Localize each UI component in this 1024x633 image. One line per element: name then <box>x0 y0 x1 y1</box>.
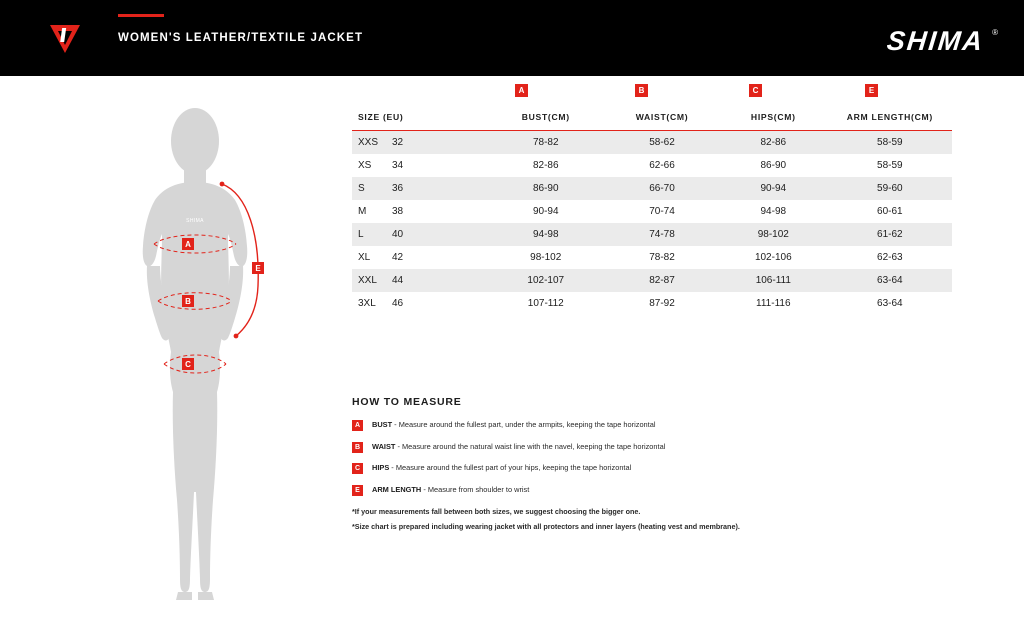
cell-bust: 78-82 <box>486 131 605 155</box>
table-body <box>352 131 952 316</box>
size-label: XXS <box>358 137 379 148</box>
table-row <box>352 200 952 223</box>
marker-hips: C <box>749 84 762 97</box>
cell-hips: 90-94 <box>719 177 828 200</box>
cell-hips: 98-102 <box>719 223 828 246</box>
table-row <box>352 223 952 246</box>
table-header-row <box>352 106 952 131</box>
size-eu: 46 <box>392 298 404 309</box>
how-to-measure-item-waist <box>352 442 952 453</box>
table-row <box>352 131 952 155</box>
cell-arm: 62-63 <box>828 246 952 269</box>
size-eu: 42 <box>392 252 404 263</box>
marker-waist: B <box>635 84 648 97</box>
table-row <box>352 177 952 200</box>
cell-waist: 62-66 <box>605 154 719 177</box>
cell-hips: 82-86 <box>719 131 828 155</box>
size-eu: 36 <box>392 183 404 194</box>
cell-size <box>352 246 486 269</box>
cell-size <box>352 292 486 315</box>
brand-logo <box>778 26 998 58</box>
cell-size <box>352 154 486 177</box>
size-label: S <box>358 183 365 194</box>
marker-bust: A <box>515 84 528 97</box>
size-label: XS <box>358 160 372 171</box>
marker-arm-length: E <box>865 84 878 97</box>
cell-waist: 74-78 <box>605 223 719 246</box>
how-to-measure-item-arm-length <box>352 485 952 496</box>
size-label: XL <box>358 252 371 263</box>
how-to-measure-item-bust <box>352 420 952 431</box>
cell-bust: 90-94 <box>486 200 605 223</box>
svg-text:C: C <box>185 360 191 369</box>
badge-a: A <box>352 420 363 431</box>
column-header-arm-length: ARM LENGTH(CM) <box>828 106 952 131</box>
size-eu: 34 <box>392 160 404 171</box>
cell-size <box>352 131 486 155</box>
cell-size <box>352 269 486 292</box>
size-eu: 40 <box>392 229 404 240</box>
cell-waist: 87-92 <box>605 292 719 315</box>
column-header-hips: HIPS(CM) <box>719 106 828 131</box>
cell-hips: 106-111 <box>719 269 828 292</box>
desc-waist: - Measure around the natural waist line with the navel, keeping the tape horizontal <box>395 441 666 451</box>
size-label: 3XL <box>358 298 376 309</box>
svg-text:E: E <box>255 264 261 273</box>
cell-size <box>352 200 486 223</box>
table-row <box>352 269 952 292</box>
cell-bust: 82-86 <box>486 154 605 177</box>
cell-size <box>352 223 486 246</box>
brand-registered-mark: ® <box>992 28 998 37</box>
content-sheet <box>0 76 1024 633</box>
cell-waist: 70-74 <box>605 200 719 223</box>
term-arm-length: ARM LENGTH <box>372 485 422 495</box>
column-header-size: SIZE (EU) <box>352 106 486 131</box>
cell-hips: 102-106 <box>719 246 828 269</box>
cell-waist: 78-82 <box>605 246 719 269</box>
badge-c: C <box>352 463 363 474</box>
cell-hips: 94-98 <box>719 200 828 223</box>
svg-text:B: B <box>185 297 191 306</box>
page-title: WOMEN'S LEATHER/TEXTILE JACKET <box>118 32 364 44</box>
size-eu: 44 <box>392 275 404 286</box>
header-accent-rule <box>118 14 164 17</box>
desc-hips: - Measure around the fullest part of your hips, keeping the tape horizontal <box>389 463 632 473</box>
term-bust: BUST <box>372 420 393 429</box>
desc-bust: - Measure around the fullest part, under the armpits, keeping the tape horizontal <box>392 420 656 429</box>
shima-triangle-logo-icon <box>48 22 82 56</box>
how-to-measure-item-hips <box>352 463 952 474</box>
cell-arm: 58-59 <box>828 154 952 177</box>
badge-e: E <box>352 485 363 496</box>
body-figure <box>70 96 320 616</box>
cell-arm: 58-59 <box>828 131 952 155</box>
how-to-measure-section <box>352 396 952 531</box>
cell-waist: 58-62 <box>605 131 719 155</box>
svg-text:SHIMA: SHIMA <box>186 218 204 224</box>
cell-arm: 59-60 <box>828 177 952 200</box>
size-table <box>352 106 952 315</box>
size-eu: 38 <box>392 206 404 217</box>
desc-arm-length: - Measure from shoulder to wrist <box>421 485 530 495</box>
cell-bust: 107-112 <box>486 292 605 315</box>
note-protectors: *Size chart is prepared including wearing jacket with all protectors and inner layers (heating vest and membrane). <box>352 521 740 531</box>
table-row <box>352 292 952 315</box>
svg-text:A: A <box>185 240 191 249</box>
size-label: XXL <box>358 275 377 286</box>
cell-hips: 86-90 <box>719 154 828 177</box>
cell-hips: 111-116 <box>719 292 828 315</box>
cell-arm: 63-64 <box>828 269 952 292</box>
column-markers <box>352 84 952 102</box>
size-eu: 32 <box>392 137 404 148</box>
size-label: M <box>358 206 367 217</box>
cell-arm: 61-62 <box>828 223 952 246</box>
cell-arm: 63-64 <box>828 292 952 315</box>
cell-bust: 94-98 <box>486 223 605 246</box>
cell-bust: 102-107 <box>486 269 605 292</box>
table-row <box>352 246 952 269</box>
cell-size <box>352 177 486 200</box>
column-header-bust: BUST(CM) <box>486 106 605 131</box>
badge-b: B <box>352 442 363 453</box>
column-header-waist: WAIST(CM) <box>605 106 719 131</box>
how-to-measure-title: HOW TO MEASURE <box>352 396 462 408</box>
term-hips: HIPS <box>372 463 390 473</box>
page-header <box>0 0 1024 76</box>
size-label: L <box>358 229 364 240</box>
cell-bust: 86-90 <box>486 177 605 200</box>
cell-waist: 82-87 <box>605 269 719 292</box>
size-table-wrapper <box>352 106 952 315</box>
cell-bust: 98-102 <box>486 246 605 269</box>
cell-arm: 60-61 <box>828 200 952 223</box>
brand-wordmark: SHIMA <box>885 26 986 56</box>
note-between-sizes: *If your measurements fall between both sizes, we suggest choosing the bigger one. <box>352 506 641 516</box>
term-waist: WAIST <box>372 441 396 451</box>
cell-waist: 66-70 <box>605 177 719 200</box>
table-row <box>352 154 952 177</box>
